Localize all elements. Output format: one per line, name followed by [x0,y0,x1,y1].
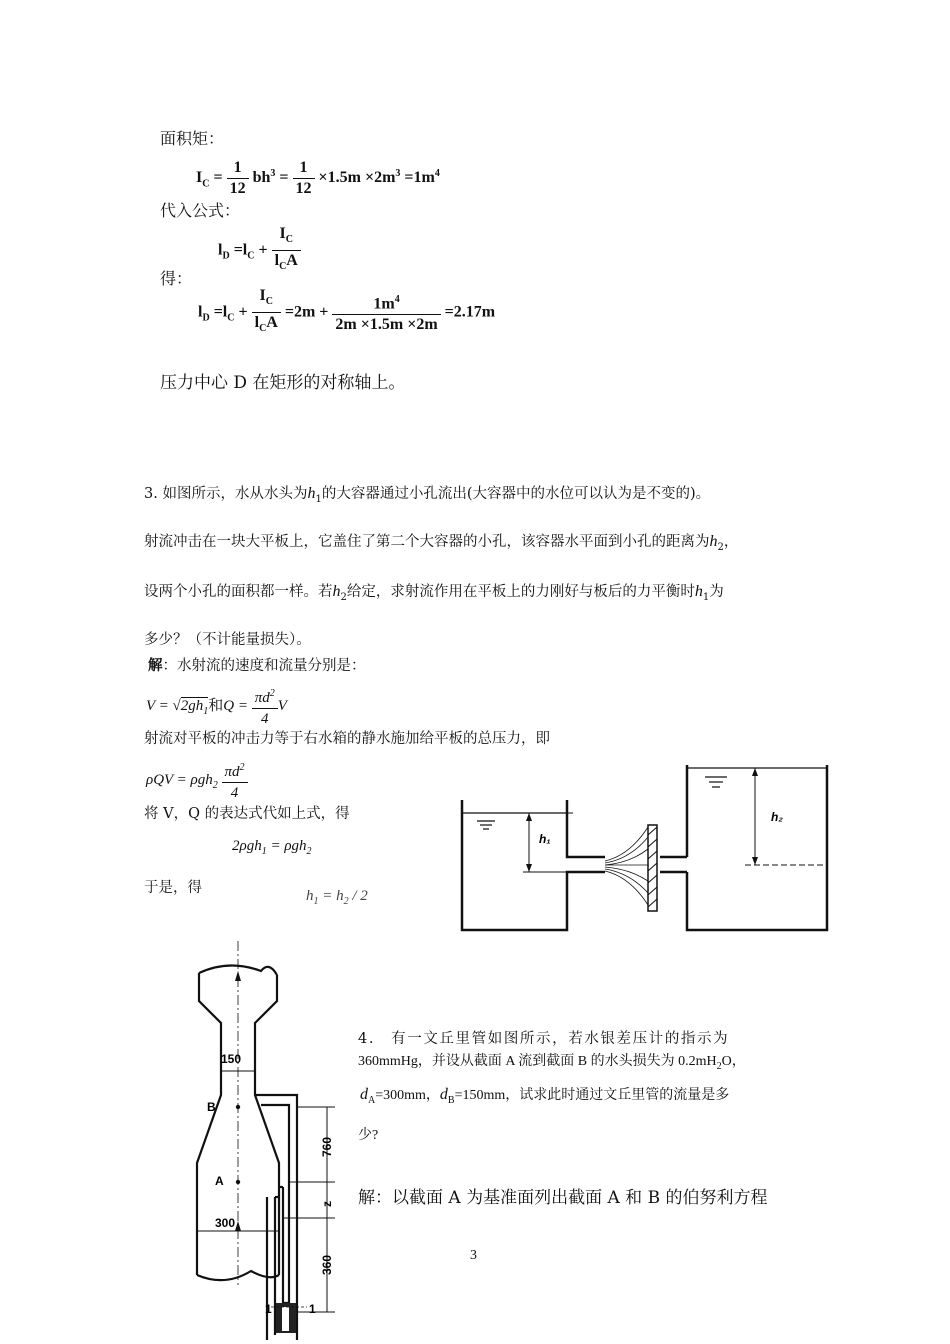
problem4-solution-intro: 解：以截面 A 为基准面列出截面 A 和 B 的伯努利方程 [358,1188,768,1208]
problem4-line1: 4. 有一文丘里管如图所示，若水银差压计的指示为 [358,1031,730,1047]
equation-ld-result: $l_D =l_C$ + $\frac{I_C}{l_CA}$ =2m + $\frac{1m^4}{2m \times 1.5m \times 2m}$ =2.17m [198,287,496,335]
two-tank-jet-figure [455,755,840,940]
dim-760-label: 760 [320,1136,334,1157]
problem4-line3: $d_A=300mm$，$d_B=150mm$，试求此时通过文丘里管的流量是多 [360,1086,730,1106]
equation-ld-formula: $l_D =l_C$ + $\frac{I_C}{l_CA}$ [218,224,301,277]
equation-ic: $I_C$ = $\frac{1}{12}$ $bh^3$ = $\frac{1}{12}$ $\times 1.5m \times 2m^3 =1m^4$ [196,159,440,197]
problem3-line2: 射流冲击在一块大平板上，它盖住了第二个大容器的小孔，该容器水平面到小孔的距离为$h_2$， [144,533,739,553]
venturi-meter-figure [185,935,350,1340]
dim-z-label: z [320,1201,334,1207]
problem3-line3: 设两个小孔的面积都一样。若$h_2$给定，求射流作用在平板上的力刚好与板后的力平衡时$h_1$为 [144,583,724,603]
impact-force-text: 射流对平板的冲击力等于右水箱的静水施加给平板的总压力，即 [144,731,550,747]
substitute-text: 将 V，Q 的表达式代如上式，得 [144,806,350,822]
h2-dimension-label: h₂ [771,810,783,824]
problem3-line4: 多少？（不计能量损失）。 [144,632,311,648]
dim-300-label: 300 [215,1216,236,1230]
section-b-label: B [207,1100,216,1114]
so-text: 于是，得 [144,880,202,896]
h1-dimension-label: h₁ [539,832,551,846]
problem4-line4: 少? [358,1128,379,1143]
equation-velocity-flow: $V = √2gh_1$和Q = $\frac{\pi d^2}{4}$ V [146,684,287,729]
level-1-left-label: 1 [265,1302,272,1316]
equation-force-balance: ρQV = ρgh$_2$ $\frac{\pi d^2}{4}$ [146,758,248,803]
section-a-label: A [215,1174,224,1188]
problem3-solution-intro: 解：水射流的速度和流量分别是： [148,657,366,674]
page-number: 3 [470,1248,477,1263]
level-1-right-label: 1 [309,1302,316,1316]
problem3-line1: 3. 如图所示，水从水头为$h_1$的大容器通过小孔流出(大容器中的水位可以认为是不变的)。 [144,485,711,505]
dim-150-label: 150 [221,1052,242,1066]
area-moment-label: 面积矩： [160,129,225,148]
equation-2rhogh: 2ρgh$_1$ = ρgh$_2$ [232,838,312,857]
get-label: 得： [160,269,193,288]
problem4-line2: 360mmHg，并设从截面 A 流到截面 B 的水头损失为 $0.2mH_2O$， [358,1054,746,1072]
dim-360-label: 360 [320,1254,334,1275]
substitute-label: 代入公式： [160,201,241,220]
equation-h1-result: $h_1 = h_2 / 2$ [306,888,368,907]
pressure-center-conclusion: 压力中心 D 在矩形的对称轴上。 [160,373,406,393]
